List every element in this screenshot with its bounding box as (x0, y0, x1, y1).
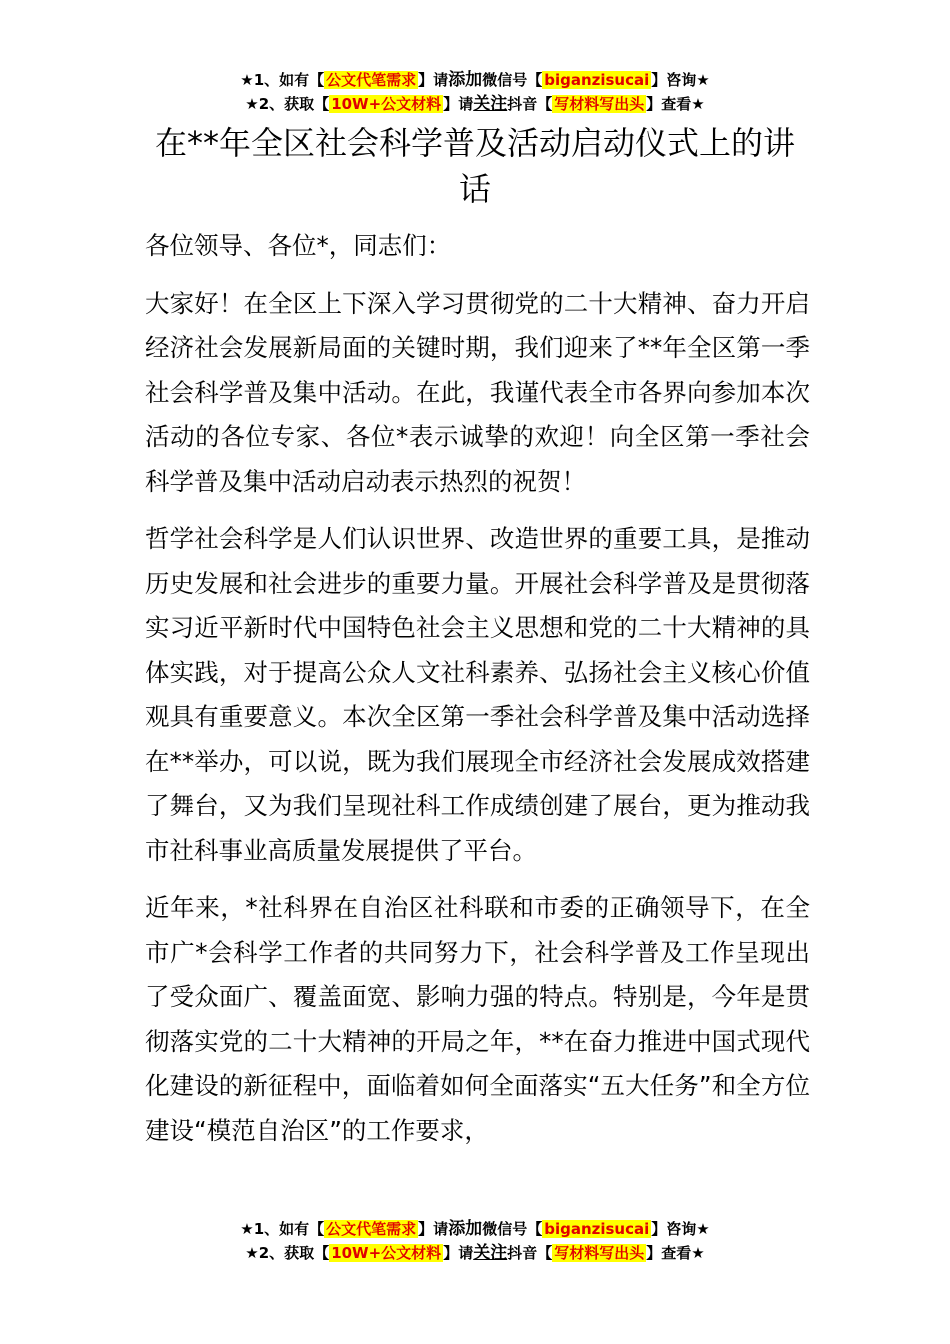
banner-line-1 (0, 68, 950, 92)
banner-text: 】请 (418, 1220, 449, 1238)
banner-line-2 (0, 1241, 950, 1265)
banner-text: ★2、获取【 (245, 95, 330, 113)
banner-text: 】查看★ (646, 95, 705, 113)
document-body (145, 224, 810, 1153)
banner-text: 】咨询★ (651, 71, 710, 89)
banner-text: 抖音【 (507, 1244, 553, 1262)
banner-highlight: 公文代笔需求 (326, 71, 417, 89)
banner-text: 微信号【 (482, 71, 543, 89)
banner-line-2 (0, 92, 950, 116)
banner-highlight: 写材料写出头 (554, 95, 645, 113)
banner-line-1 (0, 1217, 950, 1241)
banner-highlight: 10W+公文材料 (331, 95, 442, 113)
banner-text: ★2、获取【 (245, 1244, 330, 1262)
banner-text: 】请 (418, 71, 449, 89)
bottom-banner (0, 1217, 950, 1265)
banner-text: 添加 (448, 70, 483, 90)
banner-text: 】请 (443, 95, 474, 113)
banner-highlight: biganzisucai (544, 71, 650, 89)
banner-highlight: 10W+公文材料 (331, 1244, 442, 1262)
banner-text: 】咨询★ (651, 1220, 710, 1238)
banner-text: 添加 (448, 1219, 483, 1239)
banner-text: ★1、如有【 (240, 1220, 325, 1238)
top-banner (0, 68, 950, 116)
banner-text: 关注 (473, 94, 508, 114)
banner-text: 抖音【 (507, 95, 553, 113)
banner-text: 微信号【 (482, 1220, 543, 1238)
banner-text: 】查看★ (646, 1244, 705, 1262)
banner-highlight: 写材料写出头 (554, 1244, 645, 1262)
salutation: 各位领导、各位*，同志们： (145, 231, 452, 260)
paragraph: 近年来，*社科界在自治区社科联和市委的正确领导下，在全市广*会科学工作者的共同努力下，社会科学普及工作呈现出了受众面广、覆盖面宽、影响力强的特点。特别是，今年是贯彻落实党的二十大精神的开局之年，**在奋力推进中国式现代化建设的新征程中，面临着如何全面落实“五大任务”和全方位建设“模范自治区”的工作要求， (145, 893, 810, 1145)
paragraph: 大家好！在全区上下深入学习贯彻党的二十大精神、奋力开启经济社会发展新局面的关键时期，我们迎来了**年全区第一季社会科学普及集中活动。在此，我谨代表全市各界向参加本次活动的各位专家、各位*表示诚挚的欢迎！向全区第一季社会科学普及集中活动启动表示热烈的祝贺！ (145, 288, 810, 496)
banner-highlight: biganzisucai (544, 1220, 650, 1238)
banner-text: ★1、如有【 (240, 71, 325, 89)
banner-text: 关注 (473, 1243, 508, 1263)
banner-highlight: 公文代笔需求 (326, 1220, 417, 1238)
paragraph: 哲学社会科学是人们认识世界、改造世界的重要工具，是推动历史发展和社会进步的重要力量。开展社会科学普及是贯彻落实习近平新时代中国特色社会主义思想和党的二十大精神的具体实践，对于提高公众人文社科素养、弘扬社会主义核心价值观具有重要意义。本次全区第一季社会科学普及集中活动选择在**举办，可以说，既为我们展现全市经济社会发展成效搭建了舞台，又为我们呈现社科工作成绩创建了展台，更为推动我市社科事业高质量发展提供了平台。 (145, 524, 810, 865)
document-title: 在**年全区社会科学普及活动启动仪式上的讲话 (154, 124, 795, 208)
banner-text: 】请 (443, 1244, 474, 1262)
